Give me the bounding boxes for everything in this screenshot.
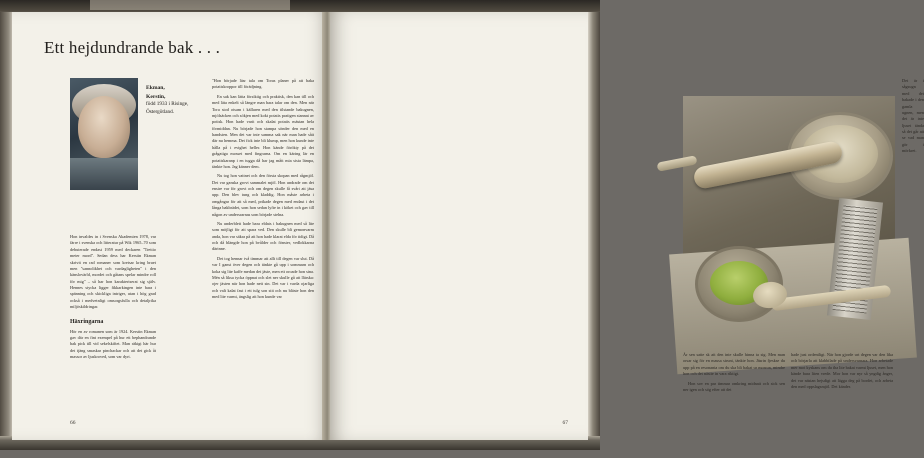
- right-column-left: [683, 352, 785, 396]
- paragraph: "Hon började läsr tala om Toras planer på att baka potatiskroppor till förädjning.: [212, 78, 314, 90]
- right-column-right: [791, 352, 893, 393]
- folio-left: 66: [70, 420, 76, 426]
- left-column-body: [70, 234, 156, 363]
- caption-name-line1: Ekman,: [146, 85, 165, 91]
- portrait-body: [70, 158, 138, 190]
- portrait-face: [78, 96, 130, 158]
- section-subhead: Häxringarna: [70, 318, 104, 325]
- right-page: [330, 12, 924, 440]
- photo-right-edge: [588, 12, 600, 440]
- photo-top-highlight: [90, 0, 290, 10]
- paragraph: Är sen satte sk att den inte skulle hinna ta sig. Men man orsar sig för en massa strunt, tänkte hon. Jäsrin fjeskse du upp på en resonanta om du ska bli bakat ur morron, mindre hon och det nästte in vara riktigt.: [683, 352, 785, 377]
- paragraph: Hon sov en par timmar omkring midnatt och sick sen ner igen och sög efter att det: [683, 380, 785, 392]
- folio-right: 67: [562, 420, 568, 426]
- portrait-caption: [146, 84, 204, 116]
- paragraph: En sak kan lätta försiktig och praktisk, den kan till och med läta enkelt så längre man bara talar om den. Men när Tora stod otsam i källaren med den tilstande bakugnen, mjölsäcken och sökjen med kokt potatis pratigen stannat av potisk. Hon hade varit och skalat potatis mästan hela förmiddan. Nu började hon stampa sönder den med en handsten. Men det var inte samma sak när man hade sått där nu hemma. Det fick inte bli klump, men hon kunde inte hålla på i evighet heller. Hon kände förökty på det grågatiga mosset med fingrarna. Om en käring lär en potatiskaranp i en tugga då har jag mått mia sista lämpa, tänkte hon. Jag känner dem.: [212, 93, 314, 169]
- paragraph: hade just ordentligt. När hon gjorde urt degen var den lika och börjarla att klabbilade på undersvarnara. Hon arbetade mer mot kyskans om du tha lite bakat varmt ljuset, men hon kände bara liten vrede. Mor hon var nyr så yngdig ånger, det var nästan hejsdigt att lägga deg på bordet, och arbeta den med oppslagsmjöl. Det kändes: [791, 352, 893, 389]
- paragraph: Nu tog hon vattnet och den första skopan med rågmjöl. Det var ganska grovt sammalet mjöl. Hon undrade om det ensire var för grovt och om degen skulle få svårt att jäsa upp. Den blev tung och kladdig. Hon måste arbeta i omgångar för att så med, prikade degen med endast i det långa bakbrädet, som hon sedan lyfte in i köket och gav till någon av undersrarnas som började stelna.: [212, 173, 314, 217]
- caption-rest: född 1933 i Risinge, Östergötland.: [146, 101, 189, 115]
- margin-column: [902, 78, 924, 458]
- still-life-photo: [683, 96, 895, 344]
- author-portrait-photo: [70, 78, 138, 190]
- paragraph: Hör en av romanen som är 1924. Kerstin Ekman gav där en fint exempel på hur ett bephandrande bak pick till vid sekelskiftet. Man räkigt här hur det tjäng smaskar pinchackar och att det gick åt massor av ljuskroved, som var dyrt.: [70, 328, 156, 359]
- paragraph: Det är i sågsugn med det bakade i den gamla ugnen, men det är inte ljuset tända så det går att se vad man gör i mörkret.: [902, 78, 924, 154]
- paragraph: Hon invaldes in i Svenska Akademien 1978, var färre i svenska och litteratur på Wik 1965–70 som debuterade endast 1959 med deckaren "Trettio meter mord". Sedan dess har Kerstin Ekman skrivit en rad romaner som kretsar kring bruet men "sannolikhet och vardagligheten" i den känslovärld, mordet och gåtans spelar mindre roll för mig" – så har hon karakteriserat sig själv. Hennes stycka ligger fikkarkingen inte bara i spänning och skickliga intriger, utan i hög grad också i medvetnligt omsorgsfulla och detaljrika miljöskildringar.: [70, 234, 156, 310]
- quote-column: [212, 78, 314, 303]
- paragraph: Det tog hennar två timmar att allt till degen var slut. Då var I ganst över degen och tänkte gå upp i sommarn och koka sig lite kaffe medan det jäste, men ett oroade hon sina. Mén så liksa tycka öppnat och slet ner skulle gå att llärska: ojer jästen när hon hade nett sin. Det var i varda ojarliga och valt kalat fast i ett tulg son stit och nu bläste hon den med lite varmt, ängslig att hon kunde var: [212, 255, 314, 299]
- page-title: Ett hejdundrande bak . . .: [44, 38, 221, 57]
- caption-name-line2: Kerstin,: [146, 93, 166, 100]
- left-page: [12, 12, 330, 440]
- paragraph: Nu underblett hade bara eldats i bakugnen med så lite som möjligt för att spara ved. Den skulle bli gemonvarm anda, hon var säkra på att hon hade klarat elda för tidigt. Då och då blängde hon på bvålder och fönster, vedlokkarna därinne.: [212, 220, 314, 252]
